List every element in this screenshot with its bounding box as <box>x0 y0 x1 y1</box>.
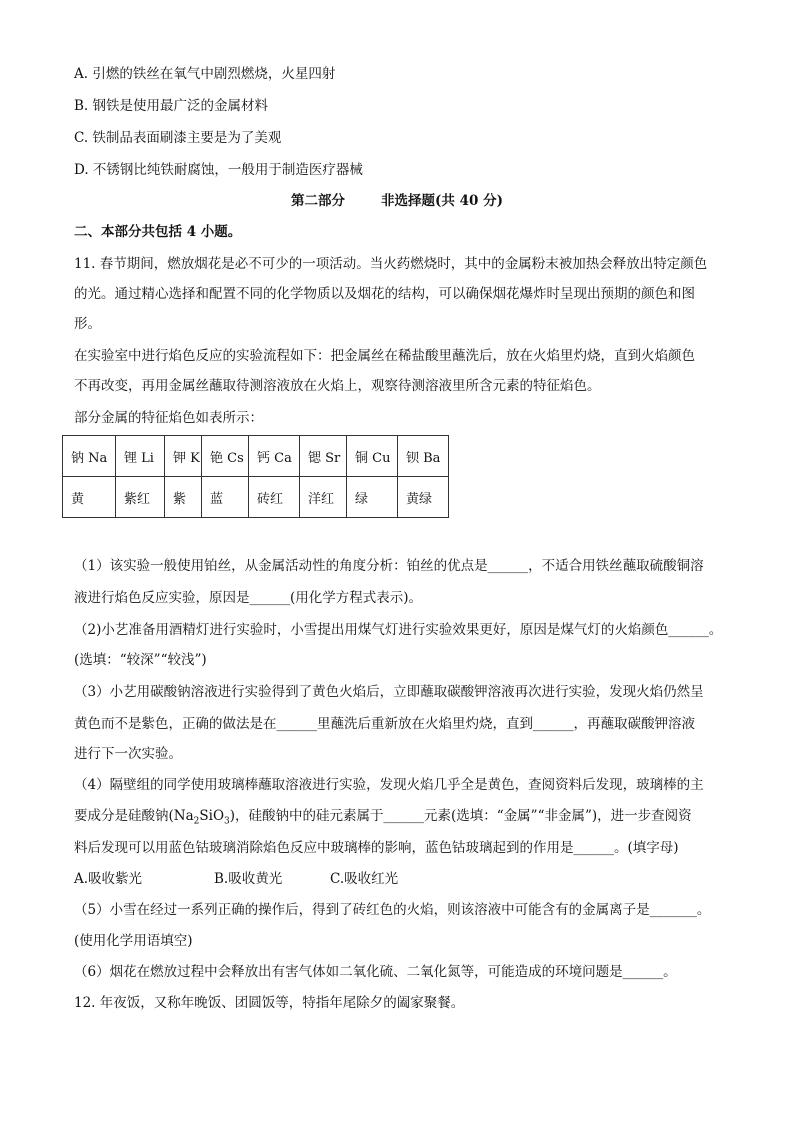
table-cell: 紫 <box>165 477 202 518</box>
q11-sub3-line-3: 进行下一次实验。 <box>74 746 182 762</box>
table-cell: 绿 <box>347 477 398 518</box>
table-cell: 钡 Ba <box>398 436 449 477</box>
table-cell: 洋红 <box>300 477 347 518</box>
q11-sub2-line-2: (选填：“较深”“较浅”) <box>74 652 207 668</box>
q11-sub3-line-1: （3）小艺用碳酸钠溶液进行实验得到了黄色火焰后，立即蘸取碳酸钾溶液再次进行实验，发现火焰仍然呈 <box>74 684 704 700</box>
choice-c: C.吸收红光 <box>330 871 399 887</box>
section-title <box>0 191 794 211</box>
table-cell: 锶 Sr <box>300 436 347 477</box>
table-row-colors <box>63 477 449 518</box>
subscript: 3 <box>224 816 230 827</box>
q11-sub3-line-2: 黄色而不是紫色，正确的做法是在______里蘸洗后重新放在火焰里灼烧，直到______，再蘸取碳酸钾溶液 <box>74 716 695 732</box>
flame-color-table <box>62 435 449 518</box>
q11-sub4-line-3: 料后发现可以用蓝色钴玻璃消除焰色反应中玻璃棒的影响，蓝色钴玻璃起到的作用是______。(填字母) <box>74 840 679 856</box>
q11-sub4-text-b: SiO <box>199 808 225 824</box>
table-row-metals <box>63 436 449 477</box>
table-cell: 钙 Ca <box>249 436 300 477</box>
q11-sub4-text-a: 要成分是硅酸钠(Na <box>74 808 194 824</box>
table-cell: 铯 Cs <box>202 436 249 477</box>
table-cell: 蓝 <box>202 477 249 518</box>
table-cell: 紫红 <box>116 477 165 518</box>
q11-intro-line-1: 11. 春节期间，燃放烟花是必不可少的一项活动。当火药燃烧时，其中的金属粉末被加热会释放出特定颜色 <box>74 256 708 272</box>
section-part-label: 第二部分 <box>291 193 346 209</box>
q11-table-intro: 部分金属的特征焰色如表所示： <box>74 410 263 426</box>
q12-intro-line-1: 12. 年夜饭，又称年晚饭、团圆饭等，特指年尾除夕的阖家聚餐。 <box>74 995 465 1011</box>
table-cell: 锂 Li <box>116 436 165 477</box>
q11-sub1-line-2: 液进行焰色反应实验，原因是______(用化学方程式表示)。 <box>74 590 423 606</box>
q11-sub4-choices <box>74 869 398 889</box>
table-cell: 钠 Na <box>63 436 116 477</box>
q11-sub4-line-2 <box>74 806 692 832</box>
choice-a: A.吸收紫光 <box>74 871 143 887</box>
table-cell: 黄 <box>63 477 116 518</box>
q11-intro-line-3: 形。 <box>74 316 101 332</box>
table-cell: 铜 Cu <box>347 436 398 477</box>
q11-sub5-line-1: （5）小雪在经过一系列正确的操作后，得到了砖红色的火焰，则该溶液中可能含有的金属离子是_______。 <box>74 902 711 918</box>
q11-procedure-line-2: 不再改变，再用金属丝蘸取待测溶液放在火焰上，观察待测溶液里所含元素的特征焰色。 <box>74 378 601 394</box>
q11-intro-line-2: 的光。通过精心选择和配置不同的化学物质以及烟花的结构，可以确保烟花爆炸时呈现出预期的颜色和图 <box>74 286 695 302</box>
q11-sub6-line-1: （6）烟花在燃放过程中会释放出有害气体如二氧化硫、二氧化氮等，可能造成的环境问题是______。 <box>74 964 677 980</box>
option-d: D. 不锈钢比纯铁耐腐蚀，一般用于制造医疗器械 <box>74 162 363 178</box>
q11-sub4-text-c: )，硅酸钠中的硅元素属于______元素(选填：“金属”“非金属”)，进一步查阅资 <box>229 808 692 824</box>
table-cell: 黄绿 <box>398 477 449 518</box>
option-b: B. 钢铁是使用最广泛的金属材料 <box>74 98 269 114</box>
q11-sub5-line-2: (使用化学用语填空) <box>74 933 193 949</box>
section-subtitle: 二、本部分共包括 4 小题。 <box>74 224 242 240</box>
option-a: A. 引燃的铁丝在氧气中剧烈燃烧，火星四射 <box>74 66 336 82</box>
q11-sub1-line-1: （1）该实验一般使用铂丝，从金属活动性的角度分析：铂丝的优点是______，不适合用铁丝蘸取硫酸铜溶 <box>74 558 704 574</box>
table-cell: 砖红 <box>249 477 300 518</box>
q11-sub4-line-1: （4）隔壁组的同学使用玻璃棒蘸取溶液进行实验，发现火焰几乎全是黄色，查阅资料后发现，玻璃棒的主 <box>74 777 704 793</box>
section-title-text: 非选择题(共 40 分) <box>381 193 503 209</box>
choice-b: B.吸收黄光 <box>214 871 283 887</box>
q11-sub2-line-1: （2)小艺准备用酒精灯进行实验时，小雪提出用煤气灯进行实验效果更好，原因是煤气灯的火焰颜色______。 <box>74 622 723 638</box>
subscript: 2 <box>193 816 200 827</box>
q11-procedure-line-1: 在实验室中进行焰色反应的实验流程如下：把金属丝在稀盐酸里蘸洗后，放在火焰里灼烧，直到火焰颜色 <box>74 348 695 364</box>
option-c: C. 铁制品表面刷漆主要是为了美观 <box>74 130 282 146</box>
table-cell: 钾 K <box>165 436 202 477</box>
